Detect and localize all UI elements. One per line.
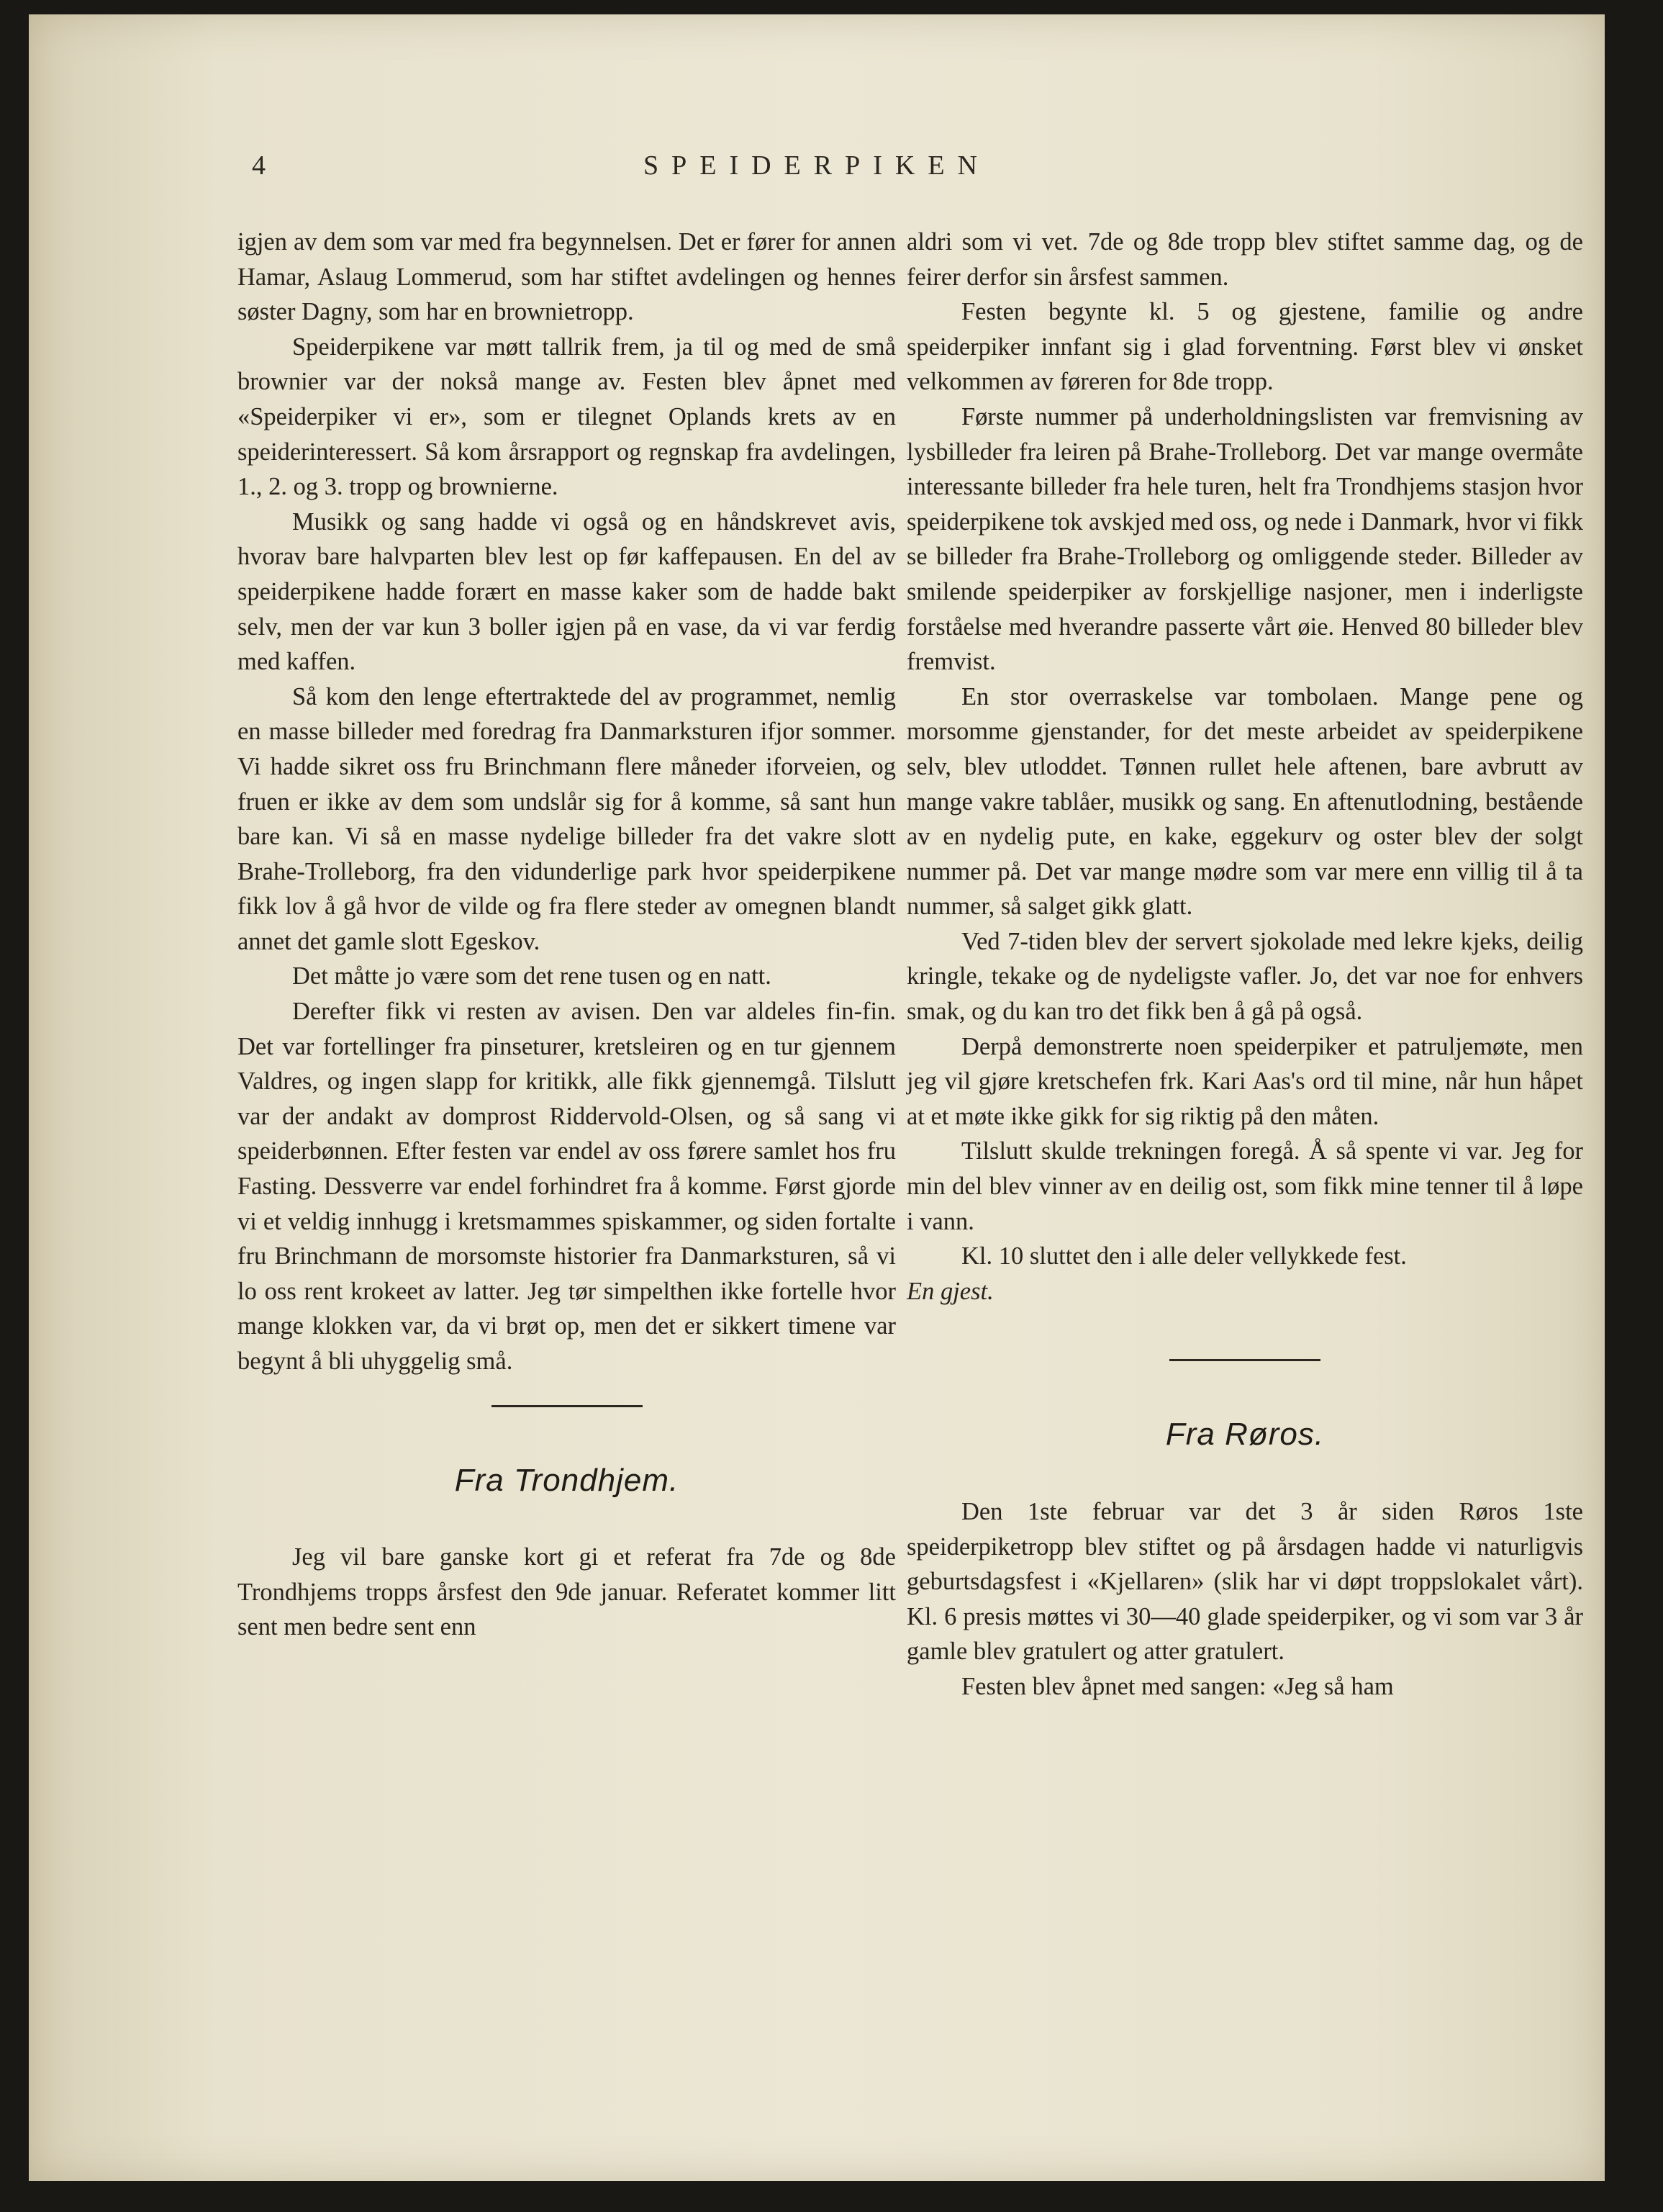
paragraph: Det måtte jo være som det rene tusen og en natt. xyxy=(292,962,771,990)
paragraph: Festen begynte kl. 5 og gjestene, familie og andre speiderpiker innfant sig i glad forventning. Først blev vi ønsket velkommen av føreren for 8de tropp. xyxy=(907,298,1583,396)
paragraph: En stor overraskelse var tombolaen. Mange pene og morsomme gjenstander, for det meste arbeidet av speiderpikene selv, blev utloddet. Tønnen rullet hele aftenen, bare avbrutt av mange vakre tablåer, musikk og sang. En aftenutlodning, bestående av en nydelig pute, en kake, eggekurv og oster blev der solgt nummer på. Det var mange mødre som var mere enn villig til å ta nummer, så salget gikk glatt. xyxy=(907,682,1583,921)
paragraph: Festen blev åpnet med sangen: «Jeg så ham xyxy=(961,1672,1394,1700)
paragraph: Ved 7-tiden blev der servert sjokolade med lekre kjeks, deilig kringle, tekake og de nydeligste vafler. Jo, det var noe for enhvers smak, og du kan tro det fikk ben å gå på også. xyxy=(907,927,1583,1026)
paragraph: Tilslutt skulde trekningen foregå. Å så spente vi var. Jeg for min del blev vinner av en deilig ost, som fikk mine tenner til å løpe i vann. xyxy=(907,1137,1583,1235)
paragraph: aldri som vi vet. 7de og 8de tropp blev stiftet samme dag, og de feirer derfor sin årsfest sammen. xyxy=(907,228,1583,291)
paragraph: Kl. 10 sluttet den i alle deler vellykkede fest. xyxy=(961,1242,1407,1270)
paragraph: Den 1ste februar var det 3 år siden Røros 1ste speiderpiketropp blev stiftet og på årsdagen hadde vi naturligvis geburtsdagsfest i «Kjellaren» (slik har vi døpt troppslokalet vårt). Kl. 6 presis møttes vi 30—40 glade speiderpiker, og vi som var 3 år gamle blev gratulert og atter gratulert. xyxy=(907,1498,1583,1666)
running-header xyxy=(29,150,1605,193)
paragraph: Derpå demonstrerte noen speiderpiker et patruljemøte, men jeg vil gjøre kretschefen frk. Kari Aas's ord til mine, når hun håpet at et møte ikke gikk for sig riktig på den måten. xyxy=(907,1032,1583,1130)
left-column xyxy=(237,225,896,1645)
journal-title: SPEIDERPIKEN xyxy=(643,150,991,181)
paragraph: Musikk og sang hadde vi også og en håndskrevet avis, hvorav bare halvparten blev lest op før kaffepausen. En del av speiderpikene hadde forært en masse kaker som de hadde bakt selv, men der var kun 3 boller igjen på en vase, da vi var ferdig med kaffen. xyxy=(237,507,896,676)
signature: En gjest. xyxy=(907,1277,994,1305)
page-number: 4 xyxy=(252,150,266,181)
section-title-roros: Fra Røros. xyxy=(1165,1417,1325,1453)
paragraph: Første nummer på underholdningslisten var fremvisning av lysbilleder fra leiren på Brahe-Trolleborg. Det var mange overmåte interessante billeder fra hele turen, helt fra Trondhjems stasjon hvor speiderpikene tok avskjed med oss, og nede i Danmark, hvor vi fikk se billeder fra Brahe-Trolleborg og omliggende steder. Billeder av smilende speiderpiker av forskjellige nasjoner, men i inderligste forståelse med hverandre passerte vårt øie. Henved 80 billeder blev fremvist. xyxy=(907,402,1583,676)
magazine-page xyxy=(29,14,1605,2181)
paragraph: Så kom den lenge eftertraktede del av programmet, nemlig en masse billeder med foredrag fra Danmarksturen ifjor sommer. Vi hadde sikret oss fru Brinchmann flere måneder iforveien, og fruen er ikke av dem som undslår sig for å komme, så sant hun bare kan. Vi så en masse nydelige billeder fra det vakre slott Brahe-Trolleborg, fra den vidunderlige park hvor speiderpikene fikk lov å gå hvor de vilde og fra flere steder av omegnen blandt annet det gamle slott Egeskov. xyxy=(237,682,896,955)
paragraph: Speiderpikene var møtt tallrik frem, ja til og med de små brownier var der nokså mange av. Festen blev åpnet med «Speiderpiker vi er», som er tilegnet Oplands krets av en speiderinteressert. Så kom årsrapport og regnskap fra avdelingen, 1., 2. og 3. tropp og brownierne. xyxy=(237,333,896,501)
paragraph: Jeg vil bare ganske kort gi et referat fra 7de og 8de Trondhjems tropps årsfest den 9de januar. Referatet kommer litt sent men bedre sent enn xyxy=(237,1543,896,1641)
paragraph: igjen av dem som var med fra begynnelsen. Det er fører for annen Hamar, Aslaug Lommerud, som har stiftet avdelingen og hennes søster Dagny, som har en brownietropp. xyxy=(237,228,896,326)
right-column xyxy=(907,225,1583,1705)
section-title-trondhjem: Fra Trondhjem. xyxy=(454,1462,679,1498)
paragraph: Derefter fikk vi resten av avisen. Den var aldeles fin-fin. Det var fortellinger fra pinseturer, kretsleiren og en tur gjennem Valdres, og ingen slapp for kritikk, alle fikk gjennemgå. Tilslutt var der andakt av domprost Riddervold-Olsen, og så sang vi speiderbønnen. Efter festen var endel av oss førere samlet hos fru Fasting. Dessverre var endel forhindret fra å komme. Først gjorde vi et veldig innhugg i kretsmammes spiskammer, og siden fortalte fru Brinchmann de morsomste historier fra Danmarksturen, så vi lo oss rent krokeet av latter. Jeg tør simpelthen ikke fortelle hvor mange klokken var, da vi brøt op, men det er sikkert timene var begynt å bli uhyggelig små. xyxy=(237,998,896,1375)
section-divider xyxy=(1169,1359,1320,1361)
section-divider xyxy=(491,1405,643,1407)
